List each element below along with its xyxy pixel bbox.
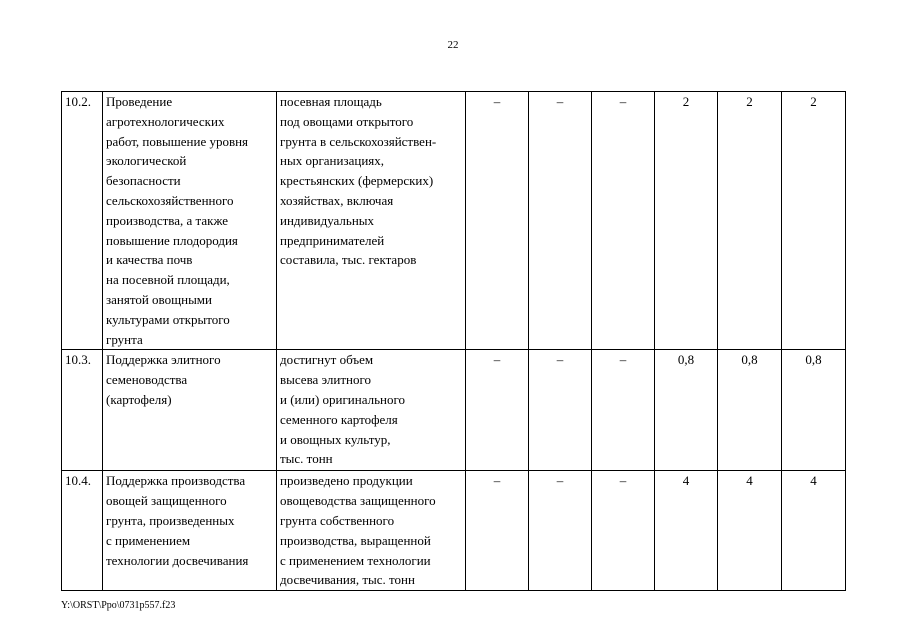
measure-line: Проведение xyxy=(106,94,173,109)
measure-line: агротехнологических xyxy=(106,113,225,129)
value-cell: 4 xyxy=(782,471,846,591)
value-cell: 0,8 xyxy=(718,350,782,471)
value-cell: 4 xyxy=(655,471,718,591)
footer-file-path: Y:\ORST\Ppo\0731p557.f23 xyxy=(61,600,176,611)
value-cell: – xyxy=(592,350,655,471)
value-cell: 2 xyxy=(718,92,782,350)
indicator-line: семенного картофеля xyxy=(280,411,398,427)
table-row xyxy=(62,92,846,350)
measure-line: грунта xyxy=(106,331,143,347)
value-cell: – xyxy=(592,92,655,350)
indicator-line: крестьянских (фермерских) xyxy=(280,173,434,189)
measure-line: семеноводства xyxy=(106,372,188,388)
indicator-line: высева элитного xyxy=(280,372,371,388)
indicator-line: посевная площадь xyxy=(280,94,382,109)
measure-line: грунта, произведенных xyxy=(106,512,235,528)
measure-line: Поддержка производства xyxy=(106,473,246,489)
value-cell: 2 xyxy=(655,92,718,350)
row-number-cell: 10.2. xyxy=(62,92,103,350)
indicator-line: индивидуальных xyxy=(280,212,375,228)
value-cell: – xyxy=(466,471,529,591)
indicator-line: досвечивания, тыс. тонн xyxy=(280,572,415,588)
indicator-cell xyxy=(277,92,466,350)
measure-line: и качества почв xyxy=(106,252,193,268)
measure-line: на посевной площади, xyxy=(106,272,230,288)
indicator-line: грунта в сельскохозяйствен- xyxy=(280,133,437,149)
table-row xyxy=(62,350,846,471)
value-cell: 0,8 xyxy=(655,350,718,471)
indicator-line: грунта собственного xyxy=(280,512,395,528)
indicator-line: ных организациях, xyxy=(280,153,385,169)
measure-line: повышение плодородия xyxy=(106,232,238,248)
indicator-line: хозяйствах, включая xyxy=(280,192,394,208)
value-cell: – xyxy=(529,92,592,350)
value-cell: – xyxy=(466,92,529,350)
row-number-cell: 10.3. xyxy=(62,350,103,471)
measure-line: работ, повышение уровня xyxy=(106,133,249,149)
indicator-line: производства, выращенной xyxy=(280,532,431,548)
value-cell: – xyxy=(592,471,655,591)
measure-line: овощей защищенного xyxy=(106,493,227,509)
value-cell: – xyxy=(466,350,529,471)
value-cell: 4 xyxy=(718,471,782,591)
measures-table xyxy=(61,91,846,591)
indicator-line: предпринимателей xyxy=(280,232,385,248)
measure-line: сельскохозяйственного xyxy=(106,192,234,208)
measure-line: экологической xyxy=(106,153,187,169)
indicator-line: с применением технологии xyxy=(280,552,431,568)
value-cell: – xyxy=(529,350,592,471)
row-number-cell: 10.4. xyxy=(62,471,103,591)
value-cell: – xyxy=(529,471,592,591)
page-number: 22 xyxy=(447,39,459,51)
measure-line: безопасности xyxy=(106,173,181,189)
indicator-line: под овощами открытого xyxy=(280,113,414,129)
value-cell: 2 xyxy=(782,92,846,350)
indicator-line: тыс. тонн xyxy=(280,451,333,467)
measure-cell xyxy=(103,92,277,350)
measure-line: культурами открытого xyxy=(106,311,230,327)
indicator-line: произведено продукции xyxy=(280,473,413,489)
measure-cell xyxy=(103,471,277,591)
indicator-line: и овощных культур, xyxy=(280,431,391,447)
indicator-line: составила, тыс. гектаров xyxy=(280,252,417,268)
value-cell: 0,8 xyxy=(782,350,846,471)
indicator-cell xyxy=(277,350,466,471)
measure-line: производства, а также xyxy=(106,212,229,228)
measure-line: с применением xyxy=(106,532,191,548)
indicator-line: и (или) оригинального xyxy=(280,391,405,407)
measure-line: занятой овощными xyxy=(106,291,212,307)
indicator-line: достигнут объем xyxy=(280,352,374,368)
measure-cell xyxy=(103,350,277,471)
indicator-cell xyxy=(277,471,466,591)
table-row xyxy=(62,471,846,591)
measure-line: (картофеля) xyxy=(106,391,172,407)
measure-line: технологии досвечивания xyxy=(106,552,249,568)
indicator-line: овощеводства защищенного xyxy=(280,493,436,509)
measure-line: Поддержка элитного xyxy=(106,352,221,368)
